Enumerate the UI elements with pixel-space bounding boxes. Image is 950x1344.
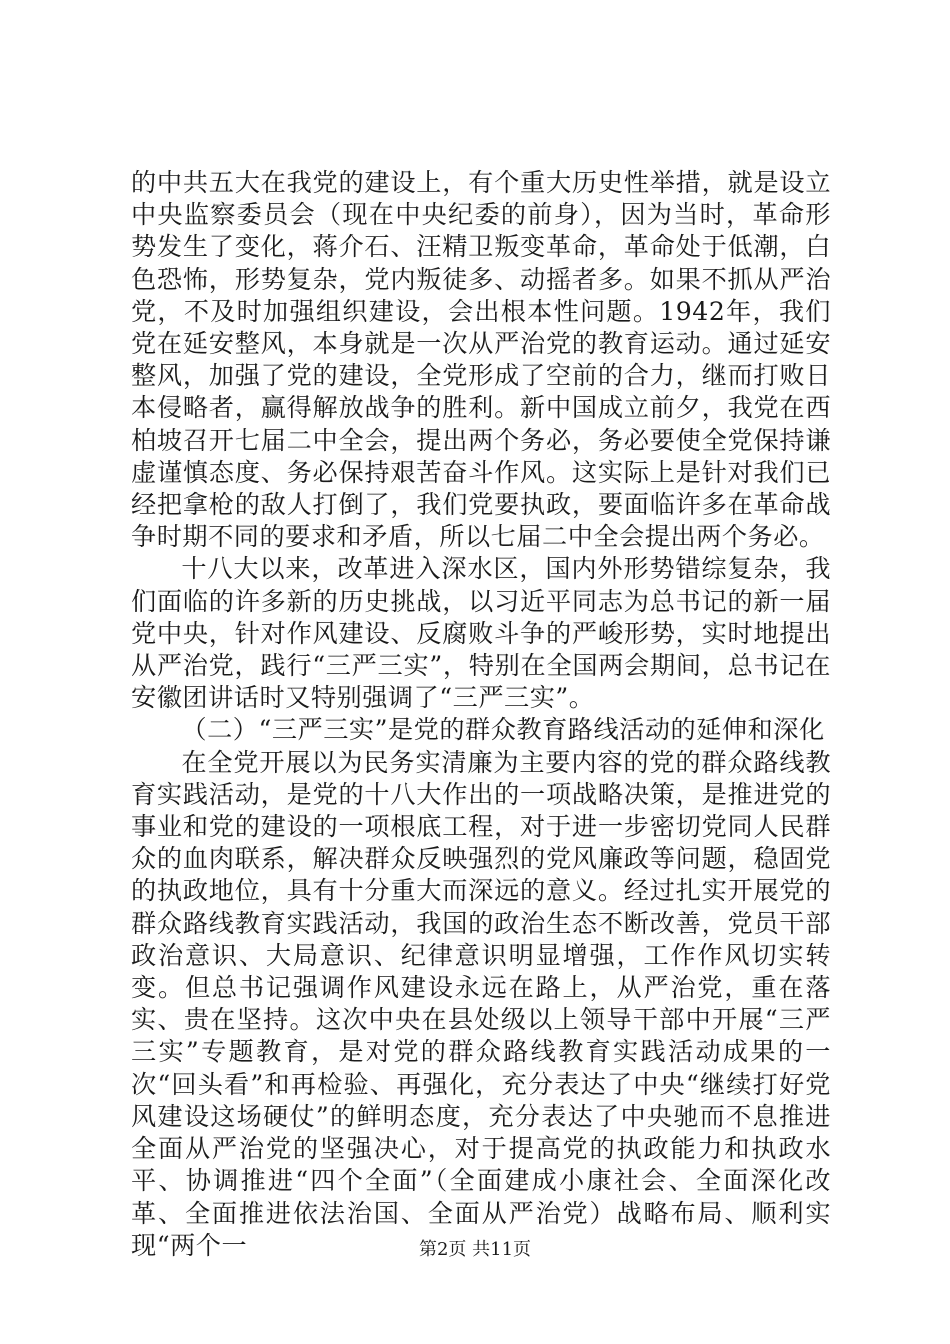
paragraph-eighteenth-congress: 十八大以来，改革进入深水区，国内外形势错综复杂，我们面临的许多新的历史挑战，以习近平同志为总书记的新一届党中央，针对作风建设、反腐败斗争的严峻形势，实时地提出从严治党，践行“三严三实”，特别在全国两会期间，总书记在安徽团讲话时又特别强调了“三严三实”。 [131, 554, 831, 713]
paragraph-continuation: 的中共五大在我党的建设上，有个重大历史性举措，就是设立中央监察委员会（现在中央纪委的前身），因为当时，革命形势发生了变化，蒋介石、汪精卫叛变革命，革命处于低潮，白色恐怖，形势复杂，党内叛徒多、动摇者多。如果不抓从严治党，不及时加强组织建设，会出根本性问题。1942年，我们党在延安整风，本身就是一次从严治党的教育运动。通过延安整风，加强了党的建设，全党形成了空前的合力，继而打败日本侵略者，赢得解放战争的胜利。新中国成立前夕，我党在西柏坡召开七届二中全会，提出两个务必，务必要使全党保持谦虚谨慎态度、务必保持艰苦奋斗作风。这实际上是针对我们已经把拿枪的敌人打倒了，我们党要执政，要面临许多在革命战争时期不同的要求和矛盾，所以七届二中全会提出两个务必。 [131, 168, 831, 552]
section-heading-two: （二）“三严三实”是党的群众教育路线活动的延伸和深化 [181, 715, 825, 745]
document-body [131, 167, 831, 1262]
paragraph-mass-line-campaign: 在全党开展以为民务实清廉为主要内容的党的群众路线教育实践活动，是党的十八大作出的一项战略决策，是推进党的事业和党的建设的一项根底工程，对于进一步密切党同人民群众的血肉联系，解决群众反映强烈的党风廉政等问题，稳固党的执政地位，具有十分重大而深远的意义。经过扎实开展党的群众路线教育实践活动，我国的政治生态不断改善，党员干部政治意识、大局意识、纪律意识明显增强，工作作风切实转变。但总书记强调作风建设永远在路上，从严治党，重在落实、贵在坚持。这次中央在县处级以上领导干部中开展“三严三实”专题教育，是对党的群众路线教育实践活动成果的一次“回头看”和再检验、再强化，充分表达了中央“继续打好党风建设这场硬仗”的鲜明态度，充分表达了中央驰而不息推进全面从严治党的坚强决心，对于提高党的执政能力和执政水平、协调推进“四个全面”（全面建成小康社会、全面深化改革、全面推进依法治国、全面从严治党）战略布局、顺利实现“两个一 [131, 747, 831, 1260]
page-number-label: 第2页 共11页 [418, 1239, 532, 1260]
page-footer [0, 1238, 950, 1262]
